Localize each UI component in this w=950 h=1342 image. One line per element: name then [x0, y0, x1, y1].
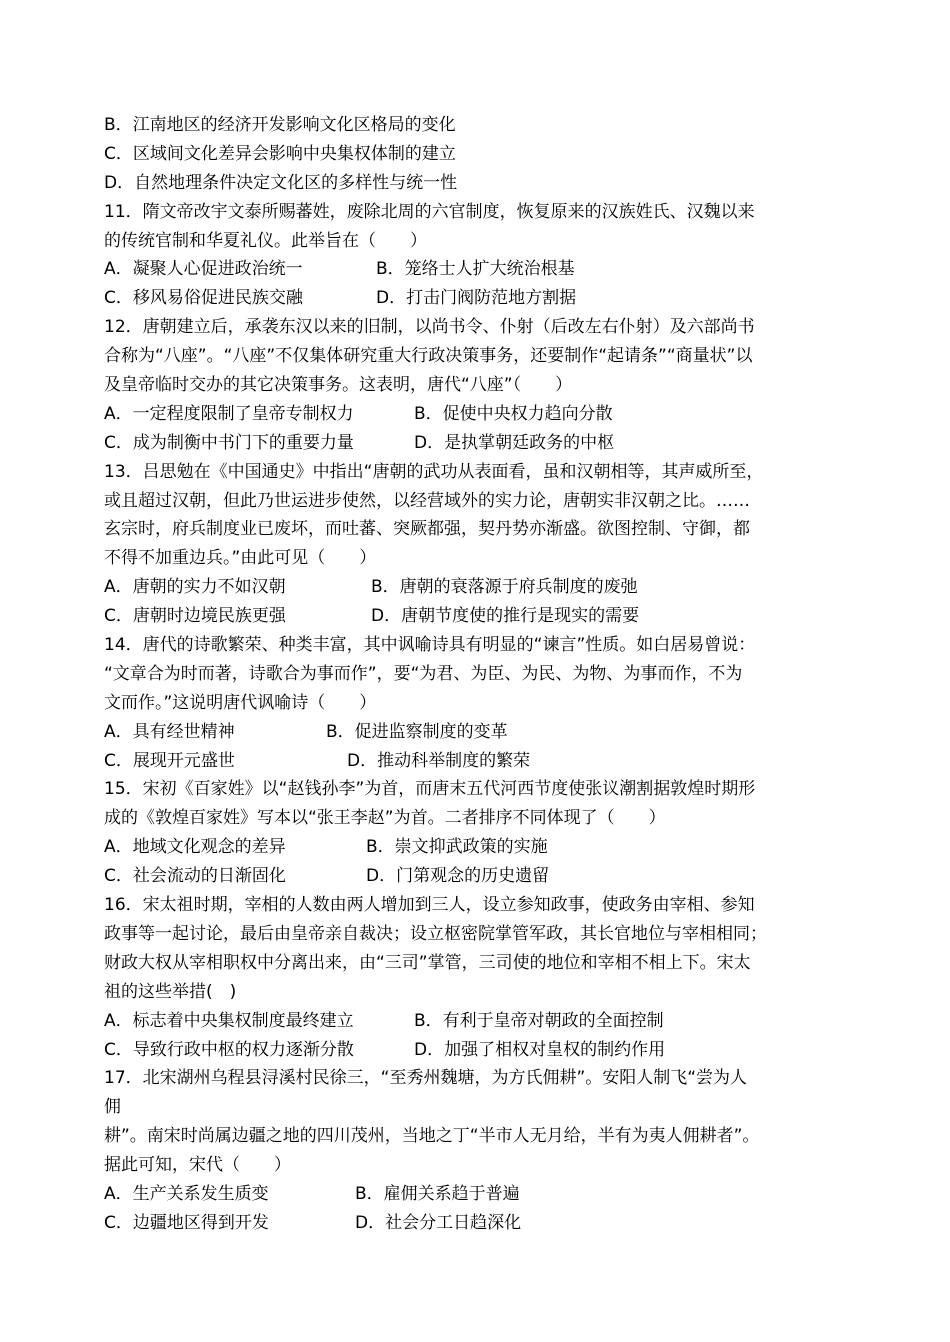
option-b: B．有利于皇帝对朝政的全面控制 [414, 1010, 664, 1031]
question-stem-line: 文而作。”这说明唐代讽喻诗（ ） [104, 692, 377, 713]
option-d: D．是执掌朝廷政务的中枢 [414, 432, 615, 453]
question-stem-line: 合称为“八座”。“八座”不仅集体研究重大行政决策事务，还要制作“起请条”“商量状”以 [104, 346, 753, 367]
option-d: D．推动科举制度的繁荣 [347, 750, 531, 771]
option-b: B．崇文抑武政策的实施 [366, 837, 548, 858]
option-d: D．打击门阀防范地方割据 [376, 288, 577, 309]
option-row [104, 833, 874, 862]
exam-page [104, 111, 874, 1238]
question-stem-line: 14．唐代的诗歌繁荣、种类丰富，其中讽喻诗具有明显的“谏言”性质。如白居易曾说： [104, 635, 756, 656]
question-17 [104, 1064, 874, 1237]
question-stem-line: 15．宋初《百家姓》以“赵钱孙李”为首，而唐末五代河西节度使张议潮割据敦煌时期形 [104, 779, 756, 800]
option-c: C．社会流动的日渐固化 [104, 866, 286, 887]
option-c: C．唐朝时边境民族更强 [104, 606, 286, 627]
option-row [104, 255, 874, 284]
question-stem-line: 17．北宋湖州乌程县浔溪村民徐三，“至秀州魏塘，为方氏佣耕”。安阳人制飞“尝为人 [104, 1068, 748, 1089]
option-a: A．地域文化观念的差异 [104, 837, 286, 858]
option-c: C．边疆地区得到开发 [104, 1212, 269, 1233]
question-stem-line: 祖的这些举措( ) [104, 981, 237, 1002]
option-row [104, 1180, 874, 1209]
question-14 [104, 631, 874, 775]
option-d: D．自然地理条件决定文化区的多样性与统一性 [104, 172, 458, 193]
option-row [104, 400, 874, 429]
question-stem-line: 11．隋文帝改宇文泰所赐蕃姓，废除北周的六官制度，恢复原来的汉族姓氏、汉魏以来 [104, 201, 755, 222]
option-a: A．生产关系发生质变 [104, 1183, 269, 1204]
question-stem-line: 成的《敦煌百家姓》写本以“张王李赵”为首。二者排序不同体现了（ ） [104, 808, 666, 829]
question-stem-line: 或且超过汉朝，但此乃世运进步使然，以经营域外的实力论，唐朝实非汉朝之比。…… [104, 490, 750, 511]
option-b: B．笼络士人扩大统治根基 [376, 259, 575, 280]
option-c: C．展现开元盛世 [104, 750, 235, 771]
option-a: A．标志着中央集权制度最终建立 [104, 1010, 354, 1031]
question-stem-line: 不得不加重边兵。”由此可见（ ） [104, 548, 377, 569]
question-stem-line: “文章合为时而著，诗歌合为事而作”，要“为君、为臣、为民、为物、为事而作，不为 [104, 663, 743, 684]
question-stem-line: 财政大权从宰相职权中分离出来，由“三司”掌管，三司使的地位和宰相不相上下。宋太 [104, 952, 751, 973]
option-d: D．社会分工日趋深化 [355, 1212, 522, 1233]
option-row [104, 747, 874, 776]
prev-question-options [104, 111, 874, 198]
question-15 [104, 775, 874, 891]
question-stem-line: 及皇帝临时交办的其它决策事务。这表明，唐代“八座”（ ） [104, 375, 573, 396]
option-a: A．一定程度限制了皇帝专制权力 [104, 403, 354, 424]
option-row [104, 862, 874, 891]
option-b: B．促使中央权力趋向分散 [414, 403, 613, 424]
question-12 [104, 313, 874, 457]
question-16 [104, 891, 874, 1064]
option-d: D．唐朝节度使的推行是现实的需要 [371, 606, 640, 627]
question-stem-line: 玄宗时，府兵制度业已废坏，而吐蕃、突厥都强，契丹势亦渐盛。欲图控制、守御，都 [104, 519, 750, 540]
option-a: A．凝聚人心促进政治统一 [104, 259, 303, 280]
option-d: D．门第观念的历史遗留 [366, 866, 550, 887]
question-stem-line: 16．宋太祖时期，宰相的人数由两人增加到三人，设立参知政事，使政务由宰相、参知 [104, 895, 755, 916]
option-c: C．成为制衡中书门下的重要力量 [104, 432, 354, 453]
option-b: B．江南地区的经济开发影响文化区格局的变化 [104, 115, 456, 135]
option-row [104, 573, 874, 602]
option-c: C．导致行政中枢的权力逐渐分散 [104, 1039, 354, 1060]
question-11 [104, 198, 874, 314]
question-stem-line: 13．吕思勉在《中国通史》中指出“唐朝的武功从表面看，虽和汉朝相等，其声威所至， [104, 461, 764, 482]
option-b: B．唐朝的衰落源于府兵制度的废弛 [371, 577, 638, 598]
option-row [104, 602, 874, 631]
option-a: A．唐朝的实力不如汉朝 [104, 577, 286, 598]
option-row [104, 1209, 874, 1238]
option-row [104, 1036, 874, 1065]
option-a: A．具有经世精神 [104, 721, 235, 742]
question-stem-line: 佣 [104, 1097, 121, 1118]
question-stem-line: 12．唐朝建立后，承袭东汉以来的旧制，以尚书令、仆射（后改左右仆射）及六部尚书 [104, 317, 755, 338]
question-stem-line: 的传统官制和华夏礼仪。此举旨在（ ） [104, 230, 427, 251]
option-b: B．促进监察制度的变革 [326, 721, 508, 742]
option-row [104, 429, 874, 458]
option-d: D．加强了相权对皇权的制约作用 [414, 1039, 666, 1060]
question-13 [104, 458, 874, 631]
question-stem-line: 耕”。南宋时尚属边疆之地的四川茂州，当地之丁“半市人无月给，半有为夷人佣耕者”。 [104, 1126, 760, 1147]
option-row [104, 718, 874, 747]
option-c: C．区域间文化差异会影响中央集权体制的建立 [104, 143, 456, 164]
option-b: B．雇佣关系趋于普遍 [355, 1183, 520, 1204]
option-row [104, 1007, 874, 1036]
option-row [104, 284, 874, 313]
option-c: C．移风易俗促进民族交融 [104, 288, 303, 309]
question-stem-line: 据此可知，宋代（ ） [104, 1155, 291, 1176]
question-stem-line: 政事等一起讨论，最后由皇帝亲自裁决；设立枢密院掌管军政，其长官地位与宰相相同； [104, 923, 767, 944]
